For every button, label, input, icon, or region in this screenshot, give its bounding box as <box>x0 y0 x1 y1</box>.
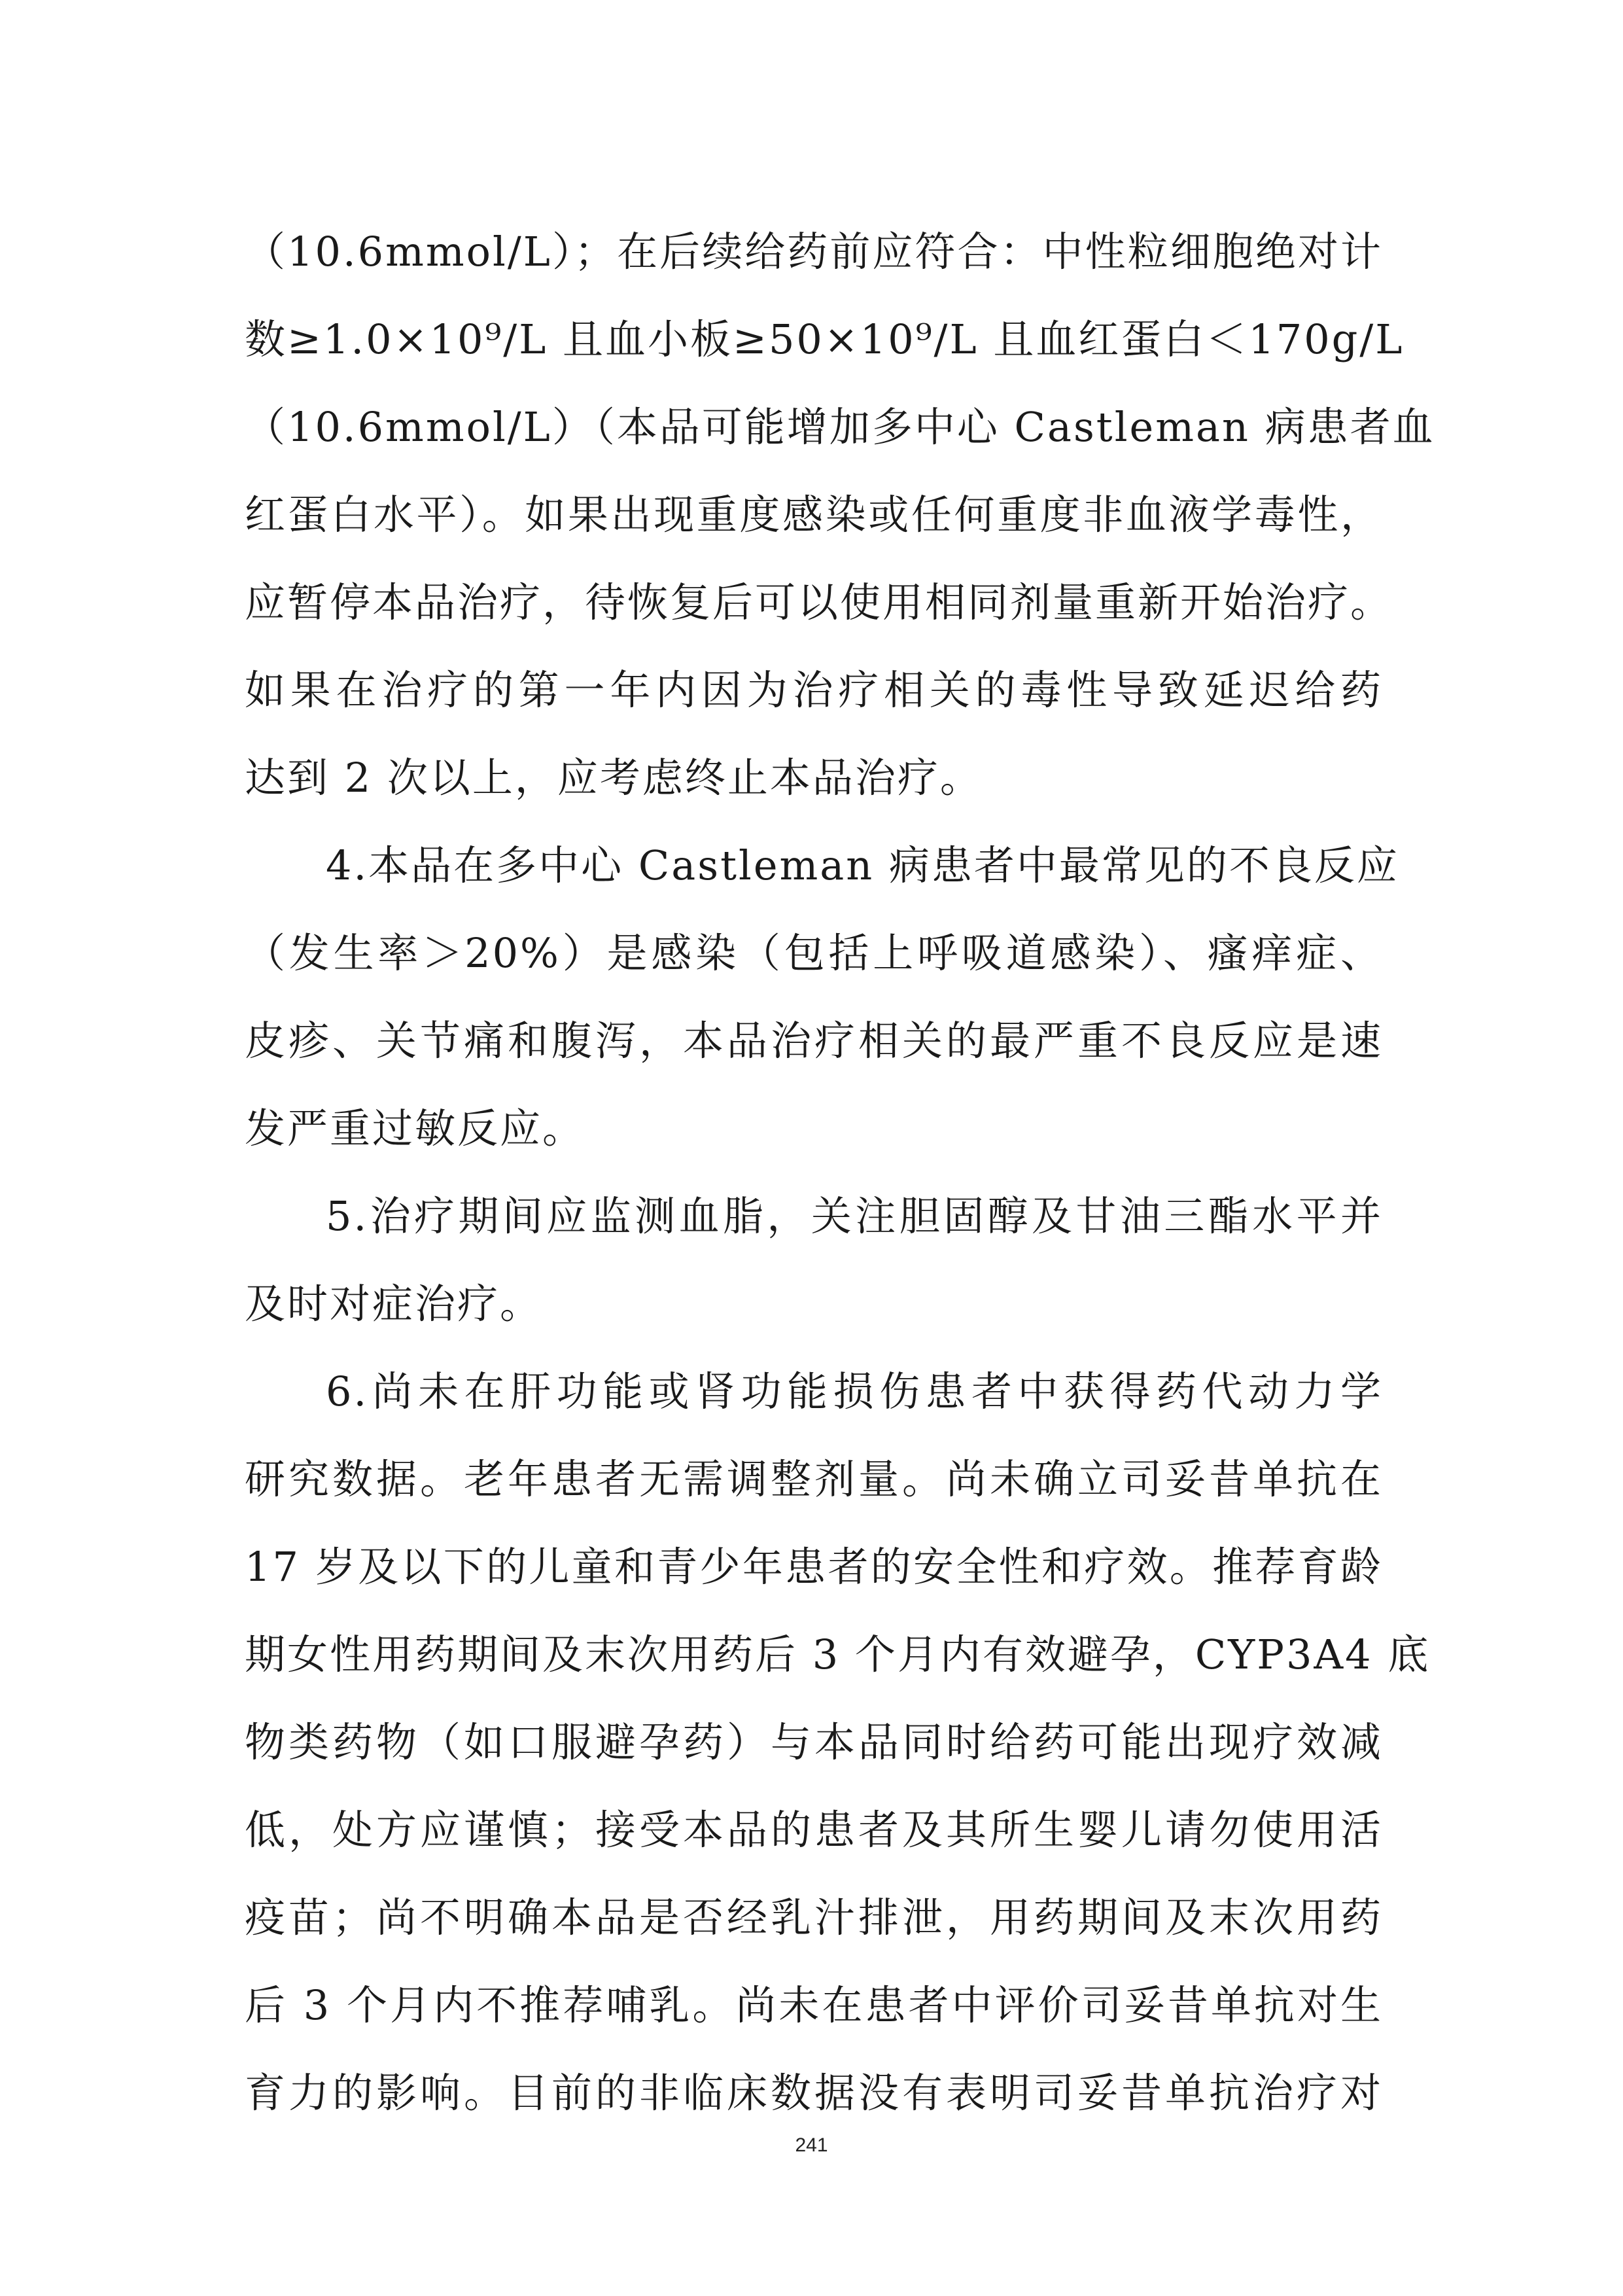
text-line: 皮疹、关节痛和腹泻，本品治疗相关的最严重不良反应是速 <box>245 1017 1383 1065</box>
text-line: 后 3 个月内不推荐哺乳。尚未在患者中评价司妥昔单抗对生 <box>245 1981 1383 2029</box>
text-line: 应暂停本品治疗，待恢复后可以使用相同剂量重新开始治疗。 <box>245 578 1393 626</box>
text-line: 5.治疗期间应监测血脂，关注胆固醇及甘油三酯水平并 <box>326 1192 1383 1240</box>
text-line: 研究数据。老年患者无需调整剂量。尚未确立司妥昔单抗在 <box>245 1455 1383 1503</box>
text-line: 疫苗；尚不明确本品是否经乳汁排泄，用药期间及末次用药 <box>245 1894 1383 1941</box>
text-line: 育力的影响。目前的非临床数据没有表明司妥昔单抗治疗对 <box>245 2069 1383 2117</box>
text-line: 低，处方应谨慎；接受本品的患者及其所生婴儿请勿使用活 <box>245 1806 1383 1854</box>
document-body <box>245 208 1435 2137</box>
text-line: 如果在治疗的第一年内因为治疗相关的毒性导致延迟给药 <box>245 666 1383 714</box>
page-number: 241 <box>795 2134 828 2156</box>
text-line: （发生率＞20%）是感染（包括上呼吸道感染）、瘙痒症、 <box>245 929 1383 977</box>
text-line: 物类药物（如口服避孕药）与本品同时给药可能出现疗效减 <box>245 1718 1383 1766</box>
text-line: （10.6mmol/L）；在后续给药前应符合：中性粒细胞绝对计 <box>245 228 1383 275</box>
text-line: （10.6mmol/L）（本品可能增加多中心 Castleman 病患者血 <box>245 403 1435 451</box>
text-line: 红蛋白水平）。如果出现重度感染或任何重度非血液学毒性， <box>245 491 1383 539</box>
text-line: 发严重过敏反应。 <box>245 1104 585 1152</box>
text-line: 数≥1.0×10⁹/L 且血小板≥50×10⁹/L 且血红蛋白＜170g/L <box>245 315 1405 363</box>
text-line: 6.尚未在肝功能或肾功能损伤患者中获得药代动力学 <box>326 1368 1383 1415</box>
text-line: 期女性用药期间及末次用药后 3 个月内有效避孕，CYP3A4 底 <box>245 1631 1431 1678</box>
text-line: 及时对症治疗。 <box>245 1280 543 1328</box>
text-line: 4.本品在多中心 Castleman 病患者中最常见的不良反应 <box>326 841 1399 889</box>
text-line: 达到 2 次以上，应考虑终止本品治疗。 <box>245 754 983 802</box>
text-line: 17 岁及以下的儿童和青少年患者的安全性和疗效。推荐育龄 <box>245 1543 1383 1591</box>
